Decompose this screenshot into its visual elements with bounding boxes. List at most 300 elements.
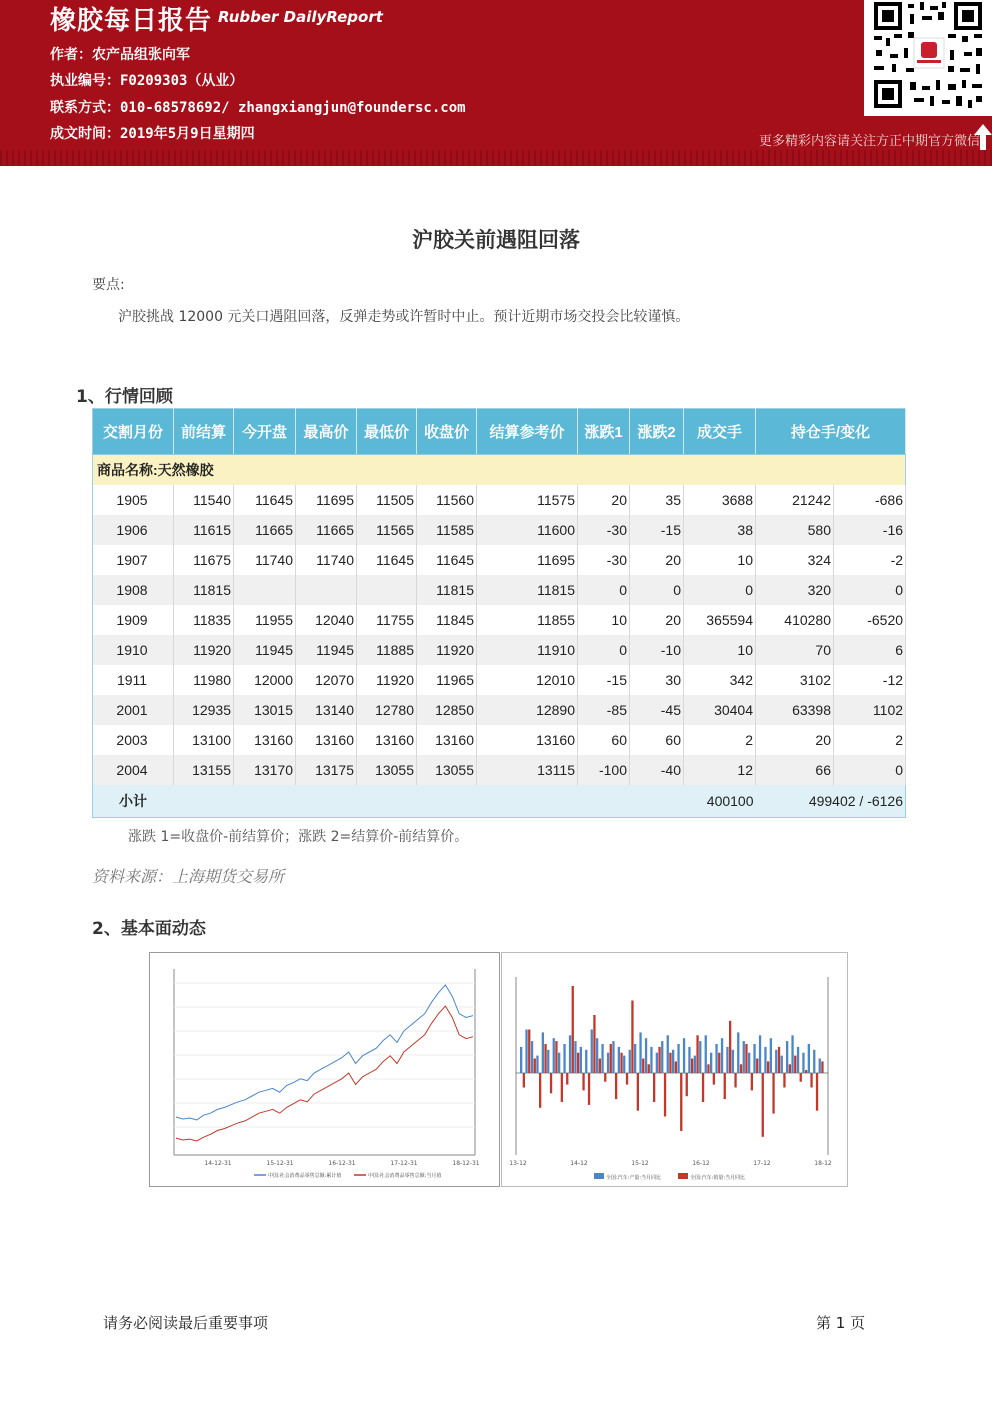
table-cell: 13160	[296, 725, 357, 755]
bar	[553, 1038, 555, 1073]
table-cell: 11695	[296, 485, 357, 515]
table-cell: 11910	[477, 635, 578, 665]
legend-label: 全国:汽车:销量:当月同比	[690, 1175, 746, 1181]
table-cell: -6520	[834, 605, 906, 635]
bar	[810, 1073, 812, 1088]
bar	[566, 1073, 568, 1085]
table-cell: 0	[578, 635, 630, 665]
bar	[658, 1047, 660, 1073]
bar	[753, 1044, 755, 1073]
legend-swatch	[678, 1173, 688, 1179]
table-cell: 11675	[174, 545, 234, 575]
table-cell: 11920	[174, 635, 234, 665]
table-row	[93, 485, 906, 515]
bar	[645, 1038, 647, 1073]
table-cell: 11945	[234, 635, 296, 665]
table-cell: 13115	[477, 755, 578, 785]
qr-code-icon	[864, 0, 992, 116]
table-cell: 12935	[174, 695, 234, 725]
table-cell: 13160	[357, 725, 417, 755]
bar	[819, 1059, 821, 1074]
table-cell: -45	[630, 695, 684, 725]
bar	[536, 1056, 538, 1073]
bar	[664, 1073, 666, 1117]
bar	[555, 1041, 557, 1073]
bar	[783, 1073, 785, 1088]
bar	[786, 1041, 788, 1073]
bar	[569, 1035, 571, 1073]
table-cell: 30	[630, 665, 684, 695]
bar	[683, 1038, 685, 1073]
table-cell: 70	[756, 635, 834, 665]
table-cell: 12040	[296, 605, 357, 635]
bar	[631, 1001, 633, 1074]
table-cell: 11955	[234, 605, 296, 635]
license-line: 执业编号：F0209303（从业）	[50, 73, 244, 89]
bar	[800, 1073, 802, 1082]
bar	[653, 1073, 655, 1102]
table-cell: 11505	[357, 485, 417, 515]
x-tick-label: 14-12	[570, 1160, 588, 1167]
bar	[691, 1059, 693, 1074]
table-cell: -2	[834, 545, 906, 575]
table-cell: 11740	[234, 545, 296, 575]
bar	[591, 1030, 593, 1074]
table-cell: 1909	[93, 605, 174, 635]
bar	[593, 1015, 595, 1073]
line-chart-svg	[150, 953, 499, 1186]
x-tick-label: 13-12	[509, 1160, 527, 1167]
table-cell: 2	[684, 725, 756, 755]
bar	[724, 1073, 726, 1099]
table-row	[93, 545, 906, 575]
bar	[808, 1044, 810, 1073]
bar	[604, 1073, 606, 1082]
table-cell	[296, 575, 357, 605]
table-cell: 60	[630, 725, 684, 755]
table-cell: -100	[578, 755, 630, 785]
bar	[762, 1073, 764, 1137]
table-cell: 35	[630, 485, 684, 515]
table-cell: 0	[834, 755, 906, 785]
table-cell	[357, 575, 417, 605]
legend-label: 全国:汽车:产量:当月同比	[606, 1175, 662, 1181]
bar	[767, 1061, 769, 1073]
key-points-label: 要点:	[92, 277, 125, 293]
table-cell: 30404	[684, 695, 756, 725]
column-header: 前结算	[174, 409, 234, 455]
x-tick-label: 16-12	[692, 1160, 710, 1167]
table-cell: 13170	[234, 755, 296, 785]
table-cell: 13015	[234, 695, 296, 725]
bar	[563, 1044, 565, 1073]
table-cell: 11645	[417, 545, 477, 575]
report-header	[0, 0, 992, 150]
bar	[794, 1056, 796, 1073]
table-row	[93, 635, 906, 665]
bar	[759, 1035, 761, 1073]
x-tick-label: 15-12	[631, 1160, 649, 1167]
bar	[729, 1021, 731, 1073]
bar	[797, 1047, 799, 1073]
x-tick-label: 17-12	[753, 1160, 771, 1167]
bar	[813, 1050, 815, 1073]
table-cell: -12	[834, 665, 906, 695]
table-cell: 20	[578, 485, 630, 515]
bar	[610, 1044, 612, 1073]
bar	[737, 1032, 739, 1073]
column-header: 最高价	[296, 409, 357, 455]
table-cell: 13055	[357, 755, 417, 785]
table-row	[93, 755, 906, 785]
table-cell: 13175	[296, 755, 357, 785]
table-cell: 11645	[357, 545, 417, 575]
table-cell: 0	[630, 575, 684, 605]
table-cell: 410280	[756, 605, 834, 635]
bar	[715, 1044, 717, 1073]
bar	[699, 1041, 701, 1073]
bar	[520, 1047, 522, 1073]
bar	[539, 1073, 541, 1108]
table-cell: 11615	[174, 515, 234, 545]
product-name: 商品名称:天然橡胶	[93, 455, 906, 486]
bar	[745, 1044, 747, 1073]
column-header: 今开盘	[234, 409, 296, 455]
bar	[740, 1064, 742, 1073]
bar	[675, 1061, 677, 1073]
table-cell: 11740	[296, 545, 357, 575]
table-cell: 11965	[417, 665, 477, 695]
bar	[599, 1059, 601, 1074]
table-row	[93, 575, 906, 605]
table-cell: -40	[630, 755, 684, 785]
table-row	[93, 605, 906, 635]
table-cell: 11560	[417, 485, 477, 515]
table-cell: 63398	[756, 695, 834, 725]
bar	[772, 1073, 774, 1114]
key-points-text: 沪胶挑战 12000 元关口遇阻回落，反弹走势或许暂时中止。预计近期市场交投会比较谨慎。	[118, 309, 690, 325]
bar	[620, 1053, 622, 1073]
table-cell: 12000	[234, 665, 296, 695]
series-line	[176, 1006, 473, 1141]
bar	[623, 1056, 625, 1073]
bar	[710, 1053, 712, 1073]
table-cell: 12	[684, 755, 756, 785]
table-cell: 20	[630, 605, 684, 635]
x-tick-label: 17-12-31	[390, 1160, 418, 1167]
table-cell: 2001	[93, 695, 174, 725]
table-cell: 342	[684, 665, 756, 695]
bar	[778, 1047, 780, 1073]
auto-production-bar-chart	[501, 952, 848, 1187]
table-cell: 11695	[477, 545, 578, 575]
header-strip	[0, 150, 992, 166]
bar	[696, 1035, 698, 1073]
table-row	[93, 665, 906, 695]
wechat-note: 更多精彩内容请关注方正中期官方微信	[758, 134, 980, 149]
bar	[639, 1032, 641, 1073]
table-cell: 2003	[93, 725, 174, 755]
bar	[802, 1053, 804, 1073]
bar	[547, 1050, 549, 1073]
table-cell: 12010	[477, 665, 578, 695]
table-cell: 13155	[174, 755, 234, 785]
table-cell: 11600	[477, 515, 578, 545]
table-cell: 11645	[234, 485, 296, 515]
quote-table	[92, 408, 906, 818]
bar	[544, 1044, 546, 1073]
table-cell: 0	[834, 575, 906, 605]
table-cell: 10	[684, 545, 756, 575]
bar	[702, 1073, 704, 1102]
bar	[618, 1047, 620, 1073]
total-volume: 400100	[684, 785, 756, 818]
document-title: 沪胶关前遇阻回落	[412, 228, 580, 252]
legend-label: 中国:社会消费品零售总额:当月值	[368, 1173, 442, 1179]
table-cell: 21242	[756, 485, 834, 515]
x-tick-label: 16-12-31	[328, 1160, 356, 1167]
bar	[686, 1073, 688, 1096]
bar	[523, 1073, 525, 1088]
report-title-cn: 橡胶每日报告	[50, 6, 213, 36]
table-cell: 2	[834, 725, 906, 755]
table-cell: 1102	[834, 695, 906, 725]
bar	[718, 1053, 720, 1073]
table-cell: 11665	[296, 515, 357, 545]
bar	[650, 1047, 652, 1073]
bar	[805, 1070, 807, 1073]
column-header: 收盘价	[417, 409, 477, 455]
column-header: 结算参考价	[477, 409, 578, 455]
bar	[751, 1073, 753, 1090]
bar	[726, 1047, 728, 1073]
table-cell: 1908	[93, 575, 174, 605]
bar	[626, 1073, 628, 1085]
bar	[572, 986, 574, 1073]
bar	[734, 1073, 736, 1088]
bar	[707, 1064, 709, 1073]
total-row	[93, 785, 906, 818]
table-cell: 1910	[93, 635, 174, 665]
bar	[525, 1030, 527, 1074]
bar	[580, 1047, 582, 1073]
bar	[821, 1061, 823, 1073]
table-cell: -16	[834, 515, 906, 545]
table-cell: -30	[578, 545, 630, 575]
table-cell: 66	[756, 755, 834, 785]
table-cell: 12890	[477, 695, 578, 725]
bar	[748, 1053, 750, 1073]
table-cell: 13160	[417, 725, 477, 755]
bar-chart-svg	[502, 953, 847, 1186]
table-cell: 3102	[756, 665, 834, 695]
bar	[694, 1056, 696, 1073]
bar	[558, 1053, 560, 1073]
table-cell: 11575	[477, 485, 578, 515]
bar	[789, 1064, 791, 1073]
table-cell: 11540	[174, 485, 234, 515]
table-cell: 12070	[296, 665, 357, 695]
table-cell: 1905	[93, 485, 174, 515]
bar	[596, 1038, 598, 1073]
table-cell: 11815	[174, 575, 234, 605]
bar	[677, 1044, 679, 1073]
section-fundamentals: 2、基本面动态	[92, 919, 206, 939]
table-cell: 12850	[417, 695, 477, 725]
table-row	[93, 695, 906, 725]
table-cell: 11945	[296, 635, 357, 665]
table-cell: 11980	[174, 665, 234, 695]
bar	[637, 1073, 639, 1111]
bar	[615, 1073, 617, 1099]
column-header: 最低价	[357, 409, 417, 455]
bar	[669, 1053, 671, 1073]
table-cell: 11855	[477, 605, 578, 635]
bar	[561, 1073, 563, 1102]
column-header: 涨跌1	[578, 409, 630, 455]
total-open-interest: 499402 / -6126	[756, 785, 906, 818]
section-market-review: 1、行情回顾	[76, 387, 173, 407]
column-header: 持仓手/变化	[756, 409, 906, 455]
table-cell: 11815	[477, 575, 578, 605]
bar	[528, 1030, 530, 1074]
x-tick-label: 15-12-31	[266, 1160, 294, 1167]
table-cell: -15	[630, 515, 684, 545]
contact-line: 联系方式：010-68578692/ zhangxiangjun@foundersc.com	[50, 100, 466, 116]
bar	[582, 1073, 584, 1090]
table-cell: 580	[756, 515, 834, 545]
table-cell: 13140	[296, 695, 357, 725]
table-cell: -686	[834, 485, 906, 515]
table-cell: 11755	[357, 605, 417, 635]
bar	[764, 1047, 766, 1073]
product-row	[93, 455, 906, 486]
table-cell: 324	[756, 545, 834, 575]
arrow-up-icon	[974, 124, 992, 150]
table-cell: 320	[756, 575, 834, 605]
bar	[713, 1073, 715, 1085]
bar	[661, 1041, 663, 1073]
bar	[667, 1035, 669, 1073]
table-cell: 11835	[174, 605, 234, 635]
table-cell: 12780	[357, 695, 417, 725]
bar	[781, 1056, 783, 1073]
table-row	[93, 515, 906, 545]
table-cell: 365594	[684, 605, 756, 635]
date-line: 成文时间：2019年5月9日星期四	[50, 126, 255, 142]
bar	[634, 1044, 636, 1073]
table-cell: 1907	[93, 545, 174, 575]
bar	[531, 1041, 533, 1073]
table-cell: 60	[578, 725, 630, 755]
table-cell: 13160	[234, 725, 296, 755]
bar	[577, 1053, 579, 1073]
column-header: 涨跌2	[630, 409, 684, 455]
report-title-en: Rubber DailyReport	[218, 8, 383, 26]
bar	[705, 1035, 707, 1073]
bar	[743, 1041, 745, 1073]
table-cell: 11665	[234, 515, 296, 545]
author-line: 作者：农产品组张向军	[50, 47, 190, 63]
table-cell: 6	[834, 635, 906, 665]
legend-label: 中国:社会消费品零售总额:累计值	[268, 1173, 342, 1179]
bar	[607, 1053, 609, 1073]
table-cell: 11815	[417, 575, 477, 605]
table-cell: 2004	[93, 755, 174, 785]
footer-disclaimer: 请务必阅读最后重要事项	[103, 1314, 269, 1332]
bar	[542, 1032, 544, 1073]
table-cell: -85	[578, 695, 630, 725]
table-cell: 13160	[477, 725, 578, 755]
column-header: 成交手	[684, 409, 756, 455]
bar	[732, 1050, 734, 1073]
total-label: 小计	[93, 785, 684, 818]
bar	[656, 1053, 658, 1073]
table-cell: -15	[578, 665, 630, 695]
bar	[648, 1064, 650, 1073]
bar	[534, 1059, 536, 1074]
bar	[588, 1073, 590, 1105]
table-cell: 0	[684, 575, 756, 605]
bar	[550, 1073, 552, 1093]
bar	[574, 1041, 576, 1073]
table-cell: -30	[578, 515, 630, 545]
bar	[688, 1047, 690, 1073]
bar	[585, 1050, 587, 1073]
bar	[791, 1035, 793, 1073]
table-cell: 13055	[417, 755, 477, 785]
bar	[680, 1073, 682, 1131]
table-cell: 11565	[357, 515, 417, 545]
table-cell: 11920	[357, 665, 417, 695]
x-tick-label: 14-12-31	[204, 1160, 232, 1167]
table-cell: 1906	[93, 515, 174, 545]
table-cell: 38	[684, 515, 756, 545]
table-cell: 10	[578, 605, 630, 635]
table-cell: 1911	[93, 665, 174, 695]
bar	[601, 1044, 603, 1073]
table-cell: -10	[630, 635, 684, 665]
table-cell: 20	[756, 725, 834, 755]
bar	[775, 1050, 777, 1073]
table-cell: 20	[630, 545, 684, 575]
data-source: 资料来源：上海期货交易所	[92, 867, 285, 886]
x-tick-label: 18-12-31	[452, 1160, 480, 1167]
column-header: 交割月份	[93, 409, 174, 455]
legend-swatch	[594, 1173, 604, 1179]
table-cell	[234, 575, 296, 605]
table-cell: 11885	[357, 635, 417, 665]
table-cell: 10	[684, 635, 756, 665]
bar	[612, 1041, 614, 1073]
bar	[756, 1059, 758, 1074]
table-cell: 3688	[684, 485, 756, 515]
bar	[816, 1073, 818, 1111]
bar	[672, 1050, 674, 1073]
table-cell: 11845	[417, 605, 477, 635]
table-note: 涨跌 1=收盘价-前结算价；涨跌 2=结算价-前结算价。	[128, 829, 469, 845]
bar	[642, 1059, 644, 1074]
table-cell: 11585	[417, 515, 477, 545]
series-line	[176, 985, 473, 1120]
bar	[721, 1038, 723, 1073]
table-cell: 13100	[174, 725, 234, 755]
table-cell: 11920	[417, 635, 477, 665]
retail-sales-line-chart	[149, 952, 500, 1187]
table-header-row	[93, 409, 906, 455]
x-tick-label: 18-12	[814, 1160, 832, 1167]
bar	[770, 1038, 772, 1073]
